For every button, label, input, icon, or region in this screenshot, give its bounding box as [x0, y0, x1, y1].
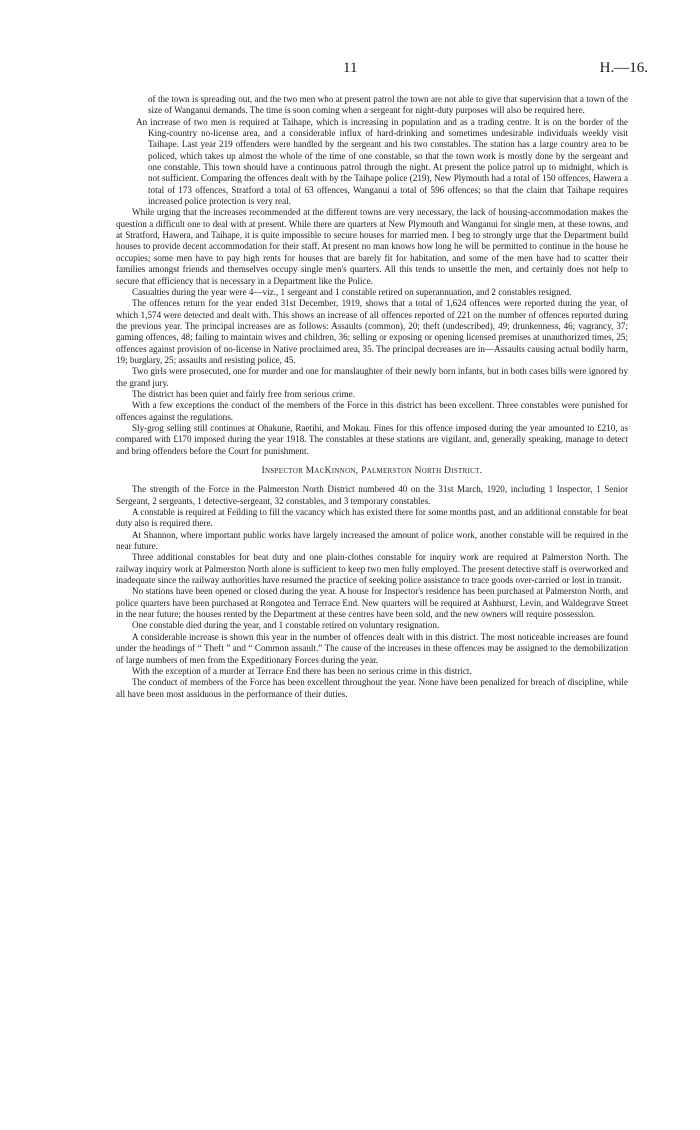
- paragraph: A considerable increase is shown this year in the number of offences dealt with in this district. The most noticeable increases are found under the headings of “ Theft ” and “ Common assault.” The cause of the increases in these offences may be assigned to the demobilization of large numbers of men from the Expeditionary Forces during the year.: [116, 631, 628, 665]
- paragraph: The offences return for the year ended 31st December, 1919, shows that a total of 1,624 offences were reported during the year, of which 1,574 were detected and dealt with. This shows an increase of all offences reported of 221 on the number of offences reported during the previous year. The principal increases are as follows: Assaults (common), 20; theft (undescribed), 49; drunkenness, 46; vagrancy, 37; gaming offences, 48; failing to maintain wives and children, 36; selling or exposing or opening licensed premises at unauthorized times, 25; offences against provision of no-license in Native proclaimed area, 35. The principal decreases are in—Assaults causing actual bodily harm, 19; burglary, 25; assaults and resisting police, 45.: [116, 298, 628, 365]
- paragraph: The conduct of members of the Force has been excellent throughout the year. None have been penalized for breach of discipline, while all have been most assiduous in the performance of their duties.: [116, 677, 628, 699]
- document-reference: H.—16.: [599, 60, 648, 76]
- paragraph: At Shannon, where important public works have largely increased the amount of police work, another constable will be required in the near future.: [116, 529, 628, 552]
- paragraph: Casualties during the year were 4—viz., 1 sergeant and 1 constable retired on superannuation, and 2 constables resigned.: [132, 286, 572, 297]
- document-body: [116, 94, 628, 700]
- paragraph: An increase of two men is required at Taihape, which is increasing in population and as a trading centre. It is on the border of the King-country no-license area, and a considerable influx of hard-drinking and sometimes undesirable individuals weekly visit Taihape. Last year 219 offenders were handled by the sergeant and his two constables. The station has a large country area to be policed, which takes up almost the whole of the time of one constable, so that the town work is mostly done by the sergeant and one constable. This town should have a continuous patrol through the night. At present the police patrol up to midnight, which is not sufficient. Comparing the offences dealt with by the Taihape police (219), New Plymouth had a total of 150 offences, Hawera a total of 173 offences, Stratford a total of 63 offences, Wanganui a total of 596 offences; so that the claim that Taihape requires increased police protection is very real.: [136, 116, 628, 207]
- paragraph: One constable died during the year, and 1 constable retired on voluntary resignation.: [132, 620, 440, 631]
- paragraph: The strength of the Force in the Palmerston North District numbered 40 on the 31st March, 1920, including 1 Inspector, 1 Senior Sergeant, 2 sergeants, 1 detective-sergeant, 32 constables, and 3 temporary constables.: [116, 484, 628, 506]
- page-number: 11: [343, 60, 358, 76]
- paragraph: Two girls were prosecuted, one for murder and one for manslaughter of their newly born infants, but in both cases bills were ignored by the grand jury.: [116, 366, 628, 388]
- paragraph: While urging that the increases recommended at the different towns are very necessary, the lack of housing-accommodation makes the question a difficult one to deal with at present. While there are quarters at New Plymouth and Wanganui for single men, at these towns, and at Stratford, Hawera, and Taihape, it is quite impossible to secure houses for married men. I beg to strongly urge that the Department build houses to provide decent accommodation for their staff. At present no man knows how long he will be permitted to continue in the house he occupies; some men have to pay high rents for houses that are barely fit for habitation, and some of the men have had to scatter their families amongst friends and themselves occupy single men's quarters. All this tends to unsettle the men, and certainly does not help to secure that efficiency that is necessary in a Department like the Police.: [116, 207, 628, 286]
- page-header: [0, 60, 700, 82]
- paragraph: A constable is required at Feilding to fill the vacancy which has existed there for some months past, and an additional constable for beat duty also is required there.: [116, 507, 628, 529]
- paragraph: With the exception of a murder at Terrace End there has been no serious crime in this district.: [132, 665, 472, 676]
- paragraph: No stations have been opened or closed during the year. A house for Inspector's residence has been purchased at Palmerston North, and police quarters have been purchased at Rongotea and Terrace End. New quarters will be required at Ashhurst, Levin, and Waldegrave Street in the near future; the houses rented by the Department at these centres have been sold, and the new owners will require possession.: [116, 586, 628, 620]
- paragraph: The district has been quiet and fairly free from serious crime.: [132, 388, 355, 399]
- paragraph: Sly-grog selling still continues at Ohakune, Raetihi, and Mokau. Fines for this offence imposed during the year amounted to £210, as compared with £170 imposed during the year 1918. The constables at these stations are vigilant, and, generally speaking, manage to detect and bring offenders before the Court for punishment.: [116, 422, 628, 456]
- section-heading: Inspector MacKinnon, Palmerston North District.: [261, 466, 483, 476]
- paragraph: Three additional constables for beat duty and one plain-clothes constable for inquiry work are required at Palmerston North. The railway inquiry work at Palmerston North alone is sufficient to keep two men fully employed. The present detective staff is overworked and inadequate since the railway authorities have resumed the practice of seeking police assistance to trace goods over-carried or lost in transit.: [116, 552, 628, 586]
- paragraph: With a few exceptions the conduct of the members of the Force in this district has been excellent. Three constables were punished for offences against the regulations.: [116, 400, 628, 422]
- paragraph: of the town is spreading out, and the two men who at present patrol the town are not able to give that supervision that a town of the size of Wanganui demands. The time is soon coming when a sergeant for night-duty purposes will also be required here.: [148, 94, 628, 116]
